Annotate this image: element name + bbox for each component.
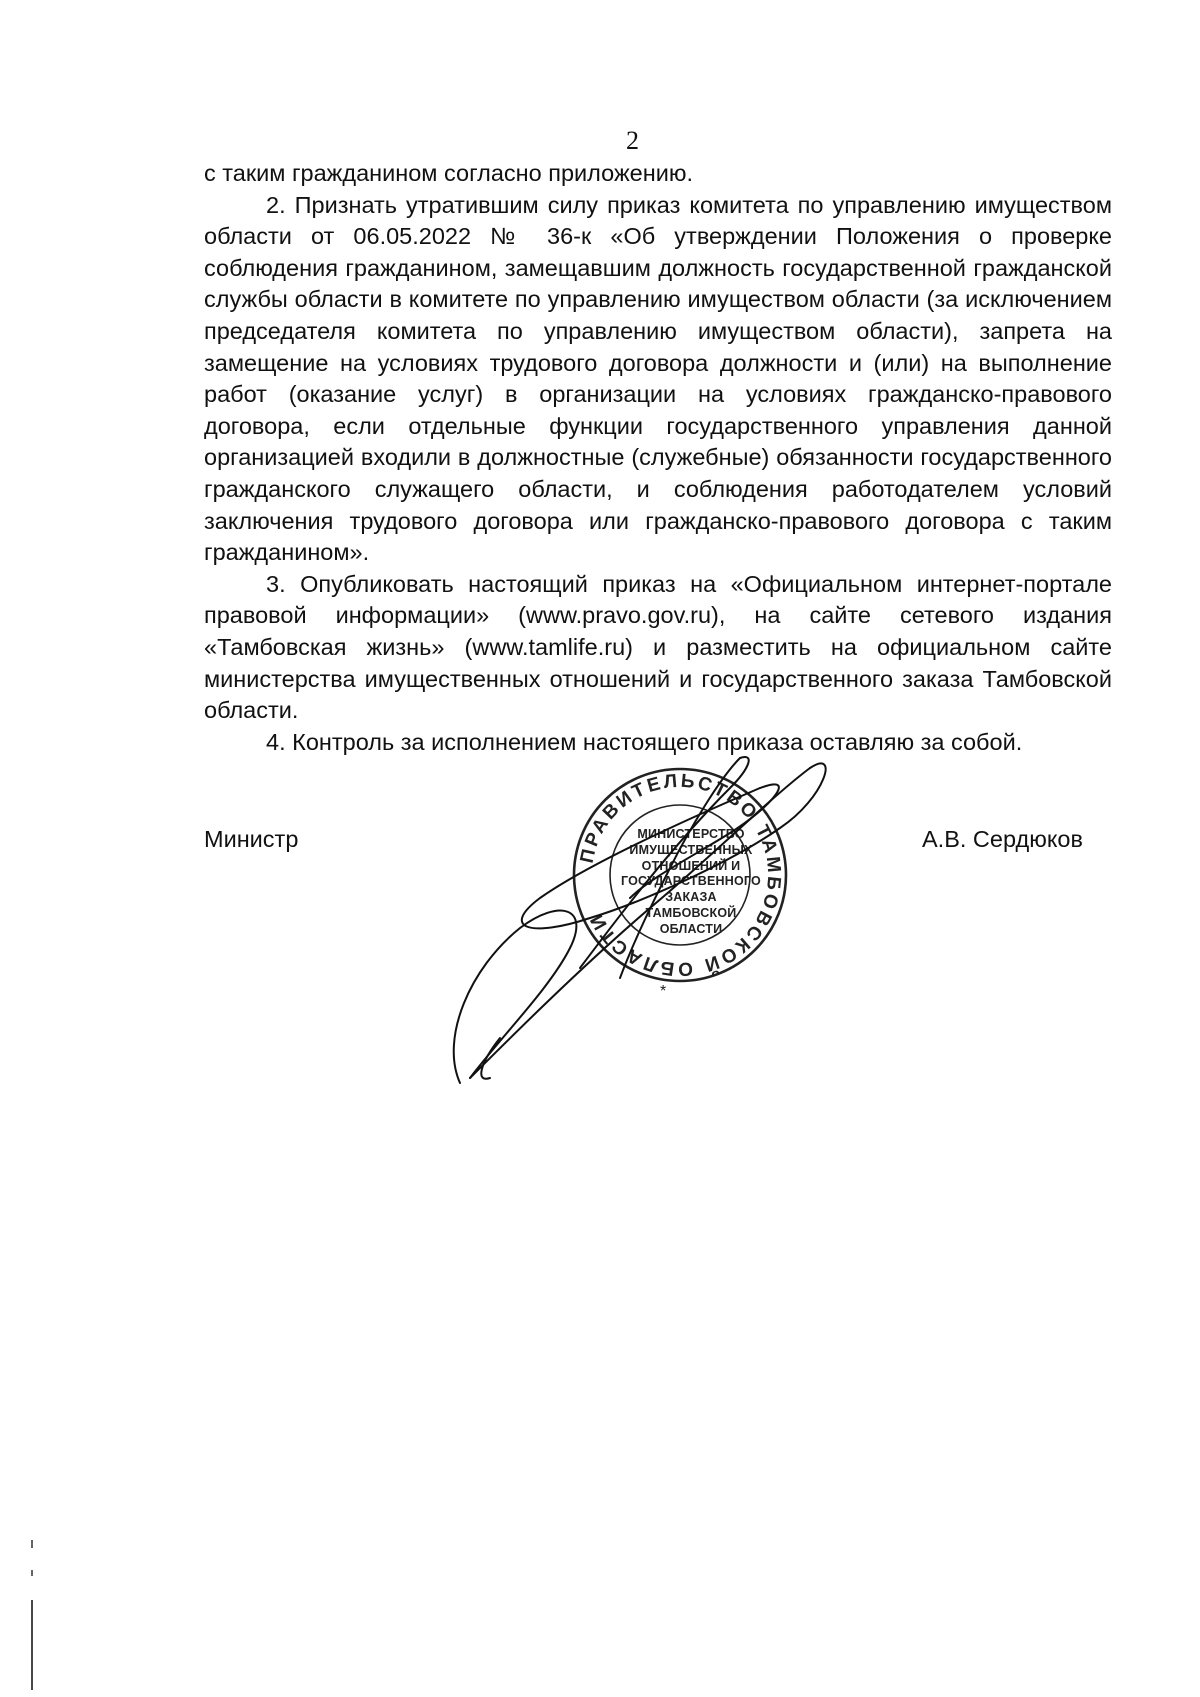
signatory-name: А.В. Сердюков — [922, 826, 1083, 852]
paragraph-item-4: 4. Контроль за исполнением настоящего приказа оставляю за собой. — [266, 728, 1023, 755]
seal-line: ИМУЩЕСТВЕННЫХ — [629, 842, 753, 857]
seal-line: ТАМБОВСКОЙ — [645, 905, 737, 920]
signatory-title: Министр — [204, 826, 299, 852]
document-body — [204, 158, 1112, 758]
seal-line: ОБЛАСТИ — [659, 921, 723, 936]
paragraph-item-3: 3. Опубликовать настоящий приказ на «Официальном интернет-портале правовой информации» (www.pravo.gov.ru), на сайте сетевого издания «Тамбовская жизнь» (www.tamlife.ru) и разместить на официальном сайте министерства имущественных отношений и государственного заказа Тамбовской области. — [204, 570, 1112, 724]
seal-line: МИНИСТЕРСТВО — [637, 827, 745, 841]
handwritten-signature-icon — [440, 738, 850, 1108]
seal-line: ЗАКАЗА — [665, 890, 717, 905]
seal-line: ОТНОШЕНИЙ И — [641, 858, 741, 873]
seal-line: ГОСУДАРСТВЕННОГО — [621, 874, 761, 889]
paragraph-item-2: 2. Признать утратившим силу приказ комитета по управлению имуществом области от 06.05.2022 № 36-к «Об утверждении Положения о проверке соблюдения гражданином, замещавшим должность государственной гражданской службы области в комитете по управлению имуществом области (за исключением председателя комитета по управлению имуществом области), запрета на замещение на условиях трудового договора должности и (или) на выполнение работ (оказание услуг) в организации на условиях гражданско-правового договора, если отдельные функции государственного управления данной организацией входили в должностные (служебные) обязанности государственного гражданского служащего области, и соблюдения работодателем условий заключения трудового договора или гражданско-правового договора с таким гражданином». — [204, 191, 1112, 566]
scan-margin-marks — [30, 1540, 34, 1690]
seal-ring-text: ПРАВИТЕЛЬСТВО ТАМБОВСКОЙ ОБЛАСТИ — [576, 770, 785, 980]
paragraph-continuation: с таким гражданином согласно приложению. — [204, 160, 693, 186]
seal-star: * — [660, 983, 667, 1000]
page-number: 2 — [626, 126, 639, 155]
